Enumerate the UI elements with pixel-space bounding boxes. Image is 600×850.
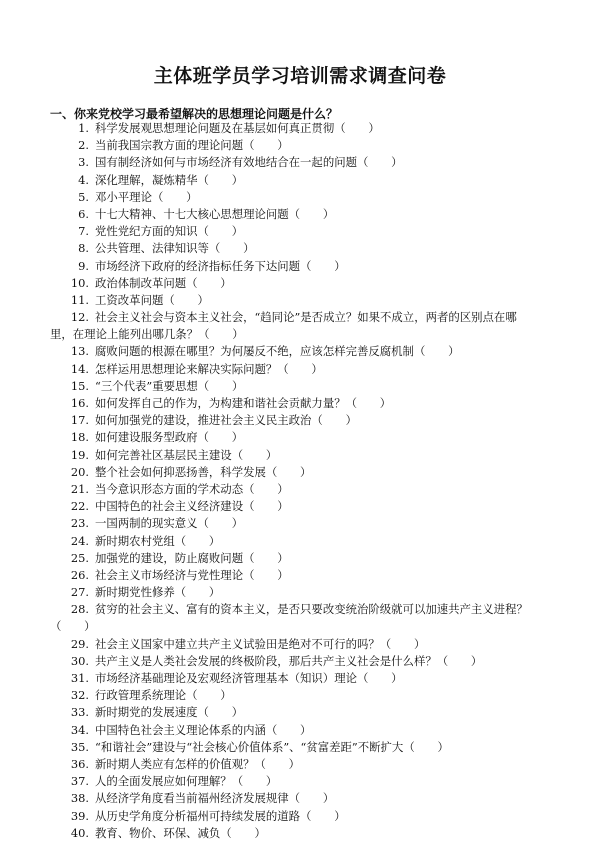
question-number: 35. [70,739,89,754]
question-text: 怎样运用思想理论来解决实际问题？（ ） [95,361,323,376]
question-text: 如何完善社区基层民主建设（ ） [95,447,278,462]
question-item [0,292,600,309]
question-text: 从经济学角度看当前福州经济发展规律（ ） [95,791,335,806]
question-text: 人的全面发展应如何理解？（ ） [95,774,278,789]
question-item [0,567,600,584]
question-number: 25. [70,550,89,565]
question-text: 共产主义是人类社会发展的终极阶段，那后共产主义社会是什么样？（ ） [95,653,483,668]
question-text: 新时期党性修养（ ） [95,585,221,600]
question-number: 2. [78,138,89,153]
question-number: 24. [70,533,89,548]
question-text: 十七大精神、十七大核心思想理论问题（ ） [95,206,335,221]
question-text-line: 里，在理论上能列出哪几条？（ ） [50,327,244,342]
question-number: 31. [70,671,89,686]
question-item [0,189,600,206]
question-item [0,464,600,481]
question-text: 社会主义国家中建立共产主义试验田是绝对不可行的吗？（ ） [95,636,426,651]
question-text: 当前我国宗教方面的理论问题（ ） [95,138,289,153]
question-number: 21. [70,481,89,496]
question-number: 8. [78,241,89,256]
question-item [0,790,600,807]
question-item [0,825,600,842]
question-number: 17. [70,413,89,428]
question-item [0,498,600,515]
question-item [0,722,600,739]
question-number: 4. [78,172,89,187]
question-text: 从历史学角度分析福州可持续发展的道路（ ） [95,808,346,823]
question-text: 行政管理系统理论（ ） [95,688,232,703]
question-item [0,636,600,653]
question-item [0,378,600,395]
question-item [0,275,600,292]
question-number: 13. [70,344,89,359]
question-item [0,120,600,137]
question-number: 32. [70,688,89,703]
question-number: 1. [78,121,89,135]
question-number: 10. [70,275,89,290]
question-text: 市场经济基础理论及宏观经济管理基本（知识）理论（ ） [95,671,403,686]
question-text: 教育、物价、环保、减负（ ） [95,825,266,840]
question-text: 公共管理、法律知识等（ ） [95,241,255,256]
question-item [0,206,600,223]
question-text-line: （ ） [50,619,96,634]
question-item [0,550,600,567]
question-number: 37. [70,774,89,789]
question-number: 11. [70,292,89,307]
question-list [0,120,600,842]
question-text: 整个社会如何抑恶扬善，科学发展（ ） [95,464,312,479]
question-item [0,361,600,378]
question-number: 38. [70,791,89,806]
question-text: 如何发挥自己的作为，为构建和谐社会贡献力量？（ ） [95,396,392,411]
question-number: 9. [78,258,89,273]
question-text: 中国特色的社会主义经济建设（ ） [95,499,289,514]
question-text: 市场经济下政府的经济指标任务下达问题（ ） [95,258,346,273]
question-number: 29. [70,636,89,651]
question-number: 15. [70,378,89,393]
question-text: 新时期农村党组（ ） [95,533,221,548]
question-text: 如何建设服务型政府（ ） [95,430,244,445]
question-item [0,412,600,429]
question-item [0,670,600,687]
question-number: 22. [70,499,89,514]
question-item [0,739,600,756]
question-item [0,395,600,412]
question-number: 20. [70,464,89,479]
question-text-line: 贫穷的社会主义、富有的资本主义，是否只要改变统治阶级就可以加速共产主义进程？ [95,602,528,617]
question-item [0,137,600,154]
question-text: 深化理解，凝炼精华（ ） [95,172,244,187]
page-title: 主体班学员学习培训需求调查问卷 [153,65,447,87]
question-number: 39. [70,808,89,823]
question-number: 16. [70,396,89,411]
question-text: 工资改革问题（ ） [95,292,209,307]
question-number: 28. [70,602,89,617]
question-item [0,172,600,189]
question-number: 6. [78,206,89,221]
question-text: 加强党的建设，防止腐败问题（ ） [95,550,289,565]
question-text: 国有制经济如何与市场经济有效地结合在一起的问题（ ） [95,155,403,170]
question-number: 19. [70,447,89,462]
question-item [0,704,600,721]
question-text: 新时期党的发展速度（ ） [95,705,244,720]
question-text: 新时期人类应有怎样的价值观？（ ） [95,756,301,771]
question-item [0,481,600,498]
question-number: 7. [78,224,89,239]
question-item [0,343,600,360]
question-number: 3. [78,155,89,170]
question-number: 33. [70,705,89,720]
question-number: 14. [70,361,89,376]
question-text: 科学发展观思想理论问题及在基层如何真正贯彻（ ） [95,121,380,135]
question-text: 一国两制的现实意义（ ） [95,516,244,531]
question-item [0,309,600,343]
section-heading: 一、你来党校学习最希望解决的思想理论问题是什么？ [50,107,339,121]
question-text: 当今意识形态方面的学术动态（ ） [95,481,289,496]
question-number: 23. [70,516,89,531]
question-text: “三个代表”重要思想（ ） [95,378,244,393]
question-text: 党性党纪方面的知识（ ） [95,224,244,239]
question-item [0,258,600,275]
question-number: 36. [70,756,89,771]
question-text: 政治体制改革问题（ ） [95,275,232,290]
question-number: 18. [70,430,89,445]
question-item [0,533,600,550]
question-item [0,773,600,790]
question-item [0,756,600,773]
question-text: 社会主义市场经济与党性理论（ ） [95,567,289,582]
question-item [0,447,600,464]
question-text: 如何加强党的建设，推进社会主义民主政治（ ） [95,413,357,428]
question-number: 5. [78,189,89,204]
question-item [0,584,600,601]
question-item [0,601,600,635]
question-item [0,687,600,704]
question-number: 40. [70,825,89,840]
question-number: 30. [70,653,89,668]
question-item [0,223,600,240]
question-text: 腐败问题的根源在哪里？为何屡反不绝，应该怎样完善反腐机制（ ） [95,344,460,359]
question-number: 12. [70,310,89,325]
question-number: 34. [70,722,89,737]
question-number: 27. [70,585,89,600]
question-item [0,429,600,446]
question-item [0,653,600,670]
question-item [0,808,600,825]
question-number: 26. [70,567,89,582]
question-text-line: 社会主义社会与资本主义社会，“趋同论”是否成立？如果不成立，两者的区别点在哪 [95,310,517,325]
question-item [0,154,600,171]
question-text: 邓小平理论（ ） [95,189,198,204]
question-item [0,515,600,532]
question-text: 中国特色社会主义理论体系的内涵（ ） [95,722,312,737]
question-text: “和谐社会”建设与“社会核心价值体系”、“贫富差距”不断扩大（ ） [95,739,449,754]
question-item [0,240,600,257]
